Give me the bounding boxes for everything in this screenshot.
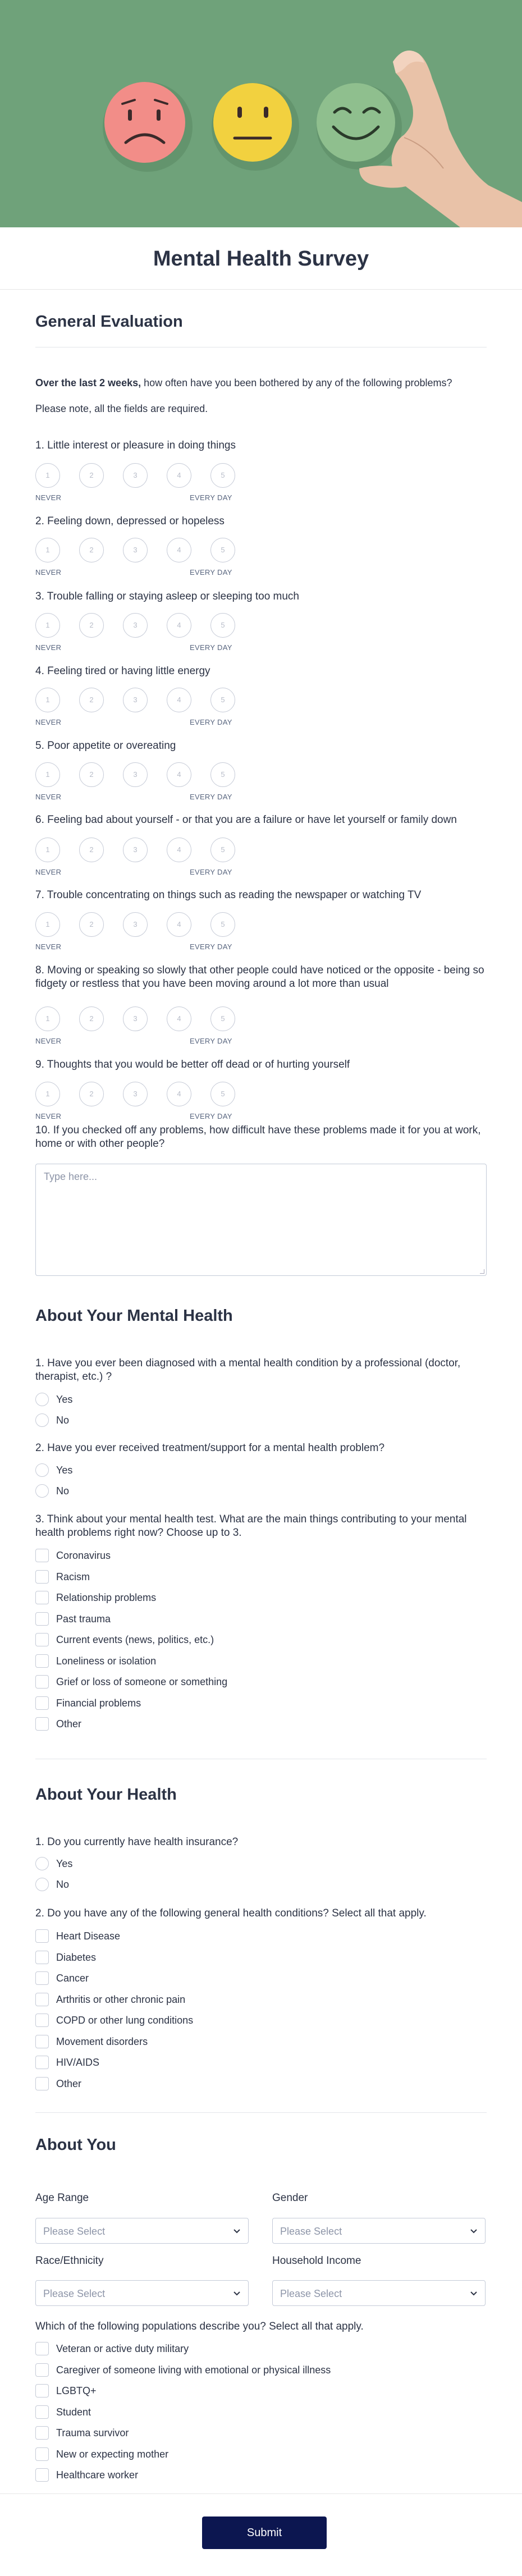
option-label: Movement disorders <box>56 2035 148 2047</box>
scale-high-label: EVERY DAY <box>190 643 232 652</box>
difficulty-textarea[interactable] <box>35 1164 487 1276</box>
rating-option-2[interactable]: 2 <box>79 688 104 712</box>
question-4-label: 4. Feeling tired or having little energy <box>35 665 210 677</box>
radio-button[interactable] <box>35 1463 49 1477</box>
rating-option-1[interactable]: 1 <box>35 1006 60 1031</box>
scale-high-label: EVERY DAY <box>190 493 232 502</box>
race-value: Please Select <box>43 2288 106 2299</box>
section-divider <box>35 2112 487 2113</box>
option-label: Student <box>56 2406 91 2418</box>
section-title-general: General Evaluation <box>35 313 183 331</box>
option-label: Grief or loss of someone or something <box>56 1676 228 1687</box>
rating-option-1[interactable]: 1 <box>35 538 60 562</box>
checkbox[interactable] <box>35 1951 49 1964</box>
rating-option-2[interactable]: 2 <box>79 1006 104 1031</box>
rating-option-1[interactable]: 1 <box>35 762 60 787</box>
scale-low-label: NEVER <box>35 568 62 576</box>
rating-option-4[interactable]: 4 <box>167 912 191 937</box>
rating-option-5[interactable]: 5 <box>210 538 235 562</box>
rating-option-3[interactable]: 3 <box>123 1006 148 1031</box>
option-label: Veteran or active duty military <box>56 2343 189 2354</box>
option-label: Current events (news, politics, etc.) <box>56 1634 214 1645</box>
page-title: Mental Health Survey <box>153 247 369 271</box>
checkbox[interactable] <box>35 2468 49 2482</box>
option-label: No <box>56 1415 70 1426</box>
checkbox[interactable] <box>35 1675 49 1689</box>
form-card <box>0 227 522 2576</box>
submit-button[interactable]: Submit <box>202 2516 327 2549</box>
health-q2-label: 2. Do you have any of the following general health conditions? Select all that apply. <box>35 1907 427 1919</box>
option-label: Yes <box>56 1858 73 1869</box>
resize-handle[interactable] <box>480 1269 484 1274</box>
checkbox[interactable] <box>35 2426 49 2440</box>
checkbox[interactable] <box>35 1654 49 1668</box>
rating-option-2[interactable]: 2 <box>79 538 104 562</box>
scale-high-label: EVERY DAY <box>190 1112 232 1120</box>
rating-option-5[interactable]: 5 <box>210 613 235 638</box>
option-label: Diabetes <box>56 1951 97 1963</box>
gender-select[interactable] <box>272 2218 486 2244</box>
rating-option-1[interactable]: 1 <box>35 912 60 937</box>
gender-value: Please Select <box>280 2226 342 2237</box>
rating-option-4[interactable]: 4 <box>167 538 191 562</box>
option-label: COPD or other lung conditions <box>56 2015 194 2026</box>
rating-option-3[interactable]: 3 <box>123 538 148 562</box>
rating-option-1[interactable]: 1 <box>35 1082 60 1106</box>
checkbox[interactable] <box>35 2447 49 2461</box>
scale-low-label: NEVER <box>35 718 62 726</box>
chevron-down-icon <box>469 2226 478 2235</box>
checkbox[interactable] <box>35 1993 49 2006</box>
footer-divider <box>0 2493 522 2494</box>
rating-option-3[interactable]: 3 <box>123 1082 148 1106</box>
rating-option-4[interactable]: 4 <box>167 762 191 787</box>
scale-high-label: EVERY DAY <box>190 793 232 801</box>
race-select[interactable] <box>35 2280 249 2306</box>
radio-button[interactable] <box>35 1857 49 1870</box>
checkbox[interactable] <box>35 1549 49 1562</box>
rating-scale <box>35 912 260 951</box>
rating-option-2[interactable]: 2 <box>79 762 104 787</box>
chevron-down-icon <box>469 2289 478 2298</box>
checkbox[interactable] <box>35 2363 49 2377</box>
mental-q3-label: 3. Think about your mental health test. What are the main things contributing to your mental health problems right now? Choose up to 3. <box>35 1513 467 1539</box>
textarea-placeholder: Type here... <box>44 1171 98 1182</box>
gender-label: Gender <box>272 2192 308 2204</box>
scale-low-label: NEVER <box>35 1112 62 1120</box>
rating-option-4[interactable]: 4 <box>167 463 191 488</box>
rating-option-3[interactable]: 3 <box>123 463 148 488</box>
option-label: Past trauma <box>56 1613 111 1625</box>
rating-option-2[interactable]: 2 <box>79 613 104 638</box>
checkbox[interactable] <box>35 2056 49 2069</box>
rating-option-5[interactable]: 5 <box>210 1082 235 1106</box>
rating-option-1[interactable]: 1 <box>35 613 60 638</box>
rating-option-4[interactable]: 4 <box>167 838 191 862</box>
scale-high-label: EVERY DAY <box>190 718 232 726</box>
option-label: Caregiver of someone living with emotional or physical illness <box>56 2364 331 2376</box>
option-label: No <box>56 1485 70 1497</box>
rating-scale <box>35 613 260 652</box>
checkbox[interactable] <box>35 2014 49 2027</box>
rating-scale <box>35 538 260 577</box>
option-label: Healthcare worker <box>56 2469 139 2481</box>
rating-scale <box>35 1006 260 1046</box>
section-title-you: About You <box>35 2136 116 2154</box>
rating-option-3[interactable]: 3 <box>123 838 148 862</box>
option-label: Financial problems <box>56 1697 141 1709</box>
scale-low-label: NEVER <box>35 942 62 951</box>
checkbox[interactable] <box>35 2384 49 2397</box>
checkbox[interactable] <box>35 2035 49 2048</box>
option-label: Yes <box>56 1394 73 1405</box>
rating-option-5[interactable]: 5 <box>210 762 235 787</box>
question-7-label: 7. Trouble concentrating on things such as reading the newspaper or watching TV <box>35 889 422 901</box>
question-8-label: 8. Moving or speaking so slowly that other people could have noticed or the opposite - being so fidgety or restless that you have been moving around a lot more than usual <box>35 964 484 990</box>
question-5-label: 5. Poor appetite or overeating <box>35 740 176 752</box>
checkbox[interactable] <box>35 2405 49 2419</box>
scale-low-label: NEVER <box>35 868 62 876</box>
checkbox[interactable] <box>35 1591 49 1604</box>
rating-option-3[interactable]: 3 <box>123 688 148 712</box>
scale-high-label: EVERY DAY <box>190 568 232 576</box>
radio-button[interactable] <box>35 1413 49 1427</box>
rating-option-3[interactable]: 3 <box>123 912 148 937</box>
chevron-down-icon <box>232 2226 241 2235</box>
question-1-label: 1. Little interest or pleasure in doing things <box>35 440 236 451</box>
rating-option-2[interactable]: 2 <box>79 912 104 937</box>
option-label: LGBTQ+ <box>56 2385 97 2396</box>
option-label: Loneliness or isolation <box>56 1655 157 1667</box>
mental-q1-label: 1. Have you ever been diagnosed with a mental health condition by a professional (doctor, therapist, etc.) ? <box>35 1357 461 1383</box>
checkbox[interactable] <box>35 2077 49 2090</box>
title-divider <box>0 289 522 290</box>
scale-low-label: NEVER <box>35 643 62 652</box>
scale-low-label: NEVER <box>35 793 62 801</box>
section-title-health: About Your Health <box>35 1786 177 1804</box>
intro-text <box>35 377 452 389</box>
rating-option-2[interactable]: 2 <box>79 838 104 862</box>
hero-image <box>0 0 522 227</box>
question-6-label: 6. Feeling bad about yourself - or that you are a failure or have let yourself or family down <box>35 814 457 826</box>
rating-scale <box>35 762 260 802</box>
checkbox[interactable] <box>35 1717 49 1731</box>
option-label: HIV/AIDS <box>56 2057 100 2068</box>
option-label: Arthritis or other chronic pain <box>56 1993 186 2005</box>
chevron-down-icon <box>232 2289 241 2298</box>
radio-button[interactable] <box>35 1484 49 1498</box>
sad-face-icon <box>103 82 193 172</box>
rating-option-4[interactable]: 4 <box>167 688 191 712</box>
income-value: Please Select <box>280 2288 342 2299</box>
option-label: Other <box>56 1718 82 1729</box>
scale-high-label: EVERY DAY <box>190 942 232 951</box>
checkbox[interactable] <box>35 1633 49 1646</box>
rating-scale <box>35 688 260 727</box>
section-title-mental: About Your Mental Health <box>35 1307 233 1325</box>
rating-scale <box>35 1082 260 1121</box>
age-range-label: Age Range <box>35 2192 89 2204</box>
mental-q2-label: 2. Have you ever received treatment/support for a mental health problem? <box>35 1442 385 1454</box>
option-label: Other <box>56 2078 82 2089</box>
rating-option-4[interactable]: 4 <box>167 1082 191 1106</box>
scale-low-label: NEVER <box>35 1037 62 1045</box>
option-label: Coronavirus <box>56 1550 111 1561</box>
checkbox[interactable] <box>35 1929 49 1943</box>
option-label: Relationship problems <box>56 1592 157 1603</box>
race-label: Race/Ethnicity <box>35 2255 104 2267</box>
option-label: No <box>56 1879 70 1890</box>
checkbox[interactable] <box>35 1696 49 1710</box>
checkbox[interactable] <box>35 1971 49 1985</box>
rating-option-4[interactable]: 4 <box>167 1006 191 1031</box>
rating-option-5[interactable]: 5 <box>210 1006 235 1031</box>
income-label: Household Income <box>272 2255 361 2267</box>
rating-scale <box>35 463 260 502</box>
required-note: Please note, all the fields are required. <box>35 403 208 414</box>
option-label: New or expecting mother <box>56 2448 169 2460</box>
rating-scale <box>35 838 260 877</box>
question-3-label: 3. Trouble falling or staying asleep or sleeping too much <box>35 591 299 602</box>
rating-option-2[interactable]: 2 <box>79 1082 104 1106</box>
scale-high-label: EVERY DAY <box>190 868 232 876</box>
rating-option-1[interactable]: 1 <box>35 838 60 862</box>
rating-option-3[interactable]: 3 <box>123 762 148 787</box>
rating-option-5[interactable]: 5 <box>210 912 235 937</box>
rating-option-5[interactable]: 5 <box>210 688 235 712</box>
checkbox[interactable] <box>35 1570 49 1584</box>
scale-low-label: NEVER <box>35 493 62 502</box>
intro-rest: how often have you been bothered by any of the following problems? <box>141 377 452 388</box>
scale-high-label: EVERY DAY <box>190 1037 232 1045</box>
rating-option-1[interactable]: 1 <box>35 463 60 488</box>
option-label: Yes <box>56 1465 73 1476</box>
question-9-label: 9. Thoughts that you would be better off dead or of hurting yourself <box>35 1059 350 1070</box>
rating-option-5[interactable]: 5 <box>210 838 235 862</box>
rating-option-1[interactable]: 1 <box>35 688 60 712</box>
rating-option-5[interactable]: 5 <box>210 463 235 488</box>
intro-bold: Over the last 2 weeks, <box>35 377 141 388</box>
radio-button[interactable] <box>35 1878 49 1891</box>
option-label: Cancer <box>56 1973 89 1984</box>
neutral-face-icon <box>212 83 299 171</box>
rating-option-4[interactable]: 4 <box>167 613 191 638</box>
age-range-value: Please Select <box>43 2226 106 2237</box>
option-label: Racism <box>56 1571 90 1582</box>
rating-option-2[interactable]: 2 <box>79 463 104 488</box>
checkbox[interactable] <box>35 2342 49 2355</box>
populations-label: Which of the following populations describe you? Select all that apply. <box>35 2321 364 2332</box>
radio-button[interactable] <box>35 1393 49 1406</box>
age-range-select[interactable] <box>35 2218 249 2244</box>
income-select[interactable] <box>272 2280 486 2306</box>
option-label: Heart Disease <box>56 1930 121 1942</box>
health-q1-label: 1. Do you currently have health insurance? <box>35 1836 239 1848</box>
rating-option-3[interactable]: 3 <box>123 613 148 638</box>
question-10-label: 10. If you checked off any problems, how difficult have these problems made it for you at work, home or with other people? <box>35 1124 481 1150</box>
question-2-label: 2. Feeling down, depressed or hopeless <box>35 515 225 527</box>
checkbox[interactable] <box>35 1612 49 1626</box>
option-label: Trauma survivor <box>56 2427 129 2438</box>
